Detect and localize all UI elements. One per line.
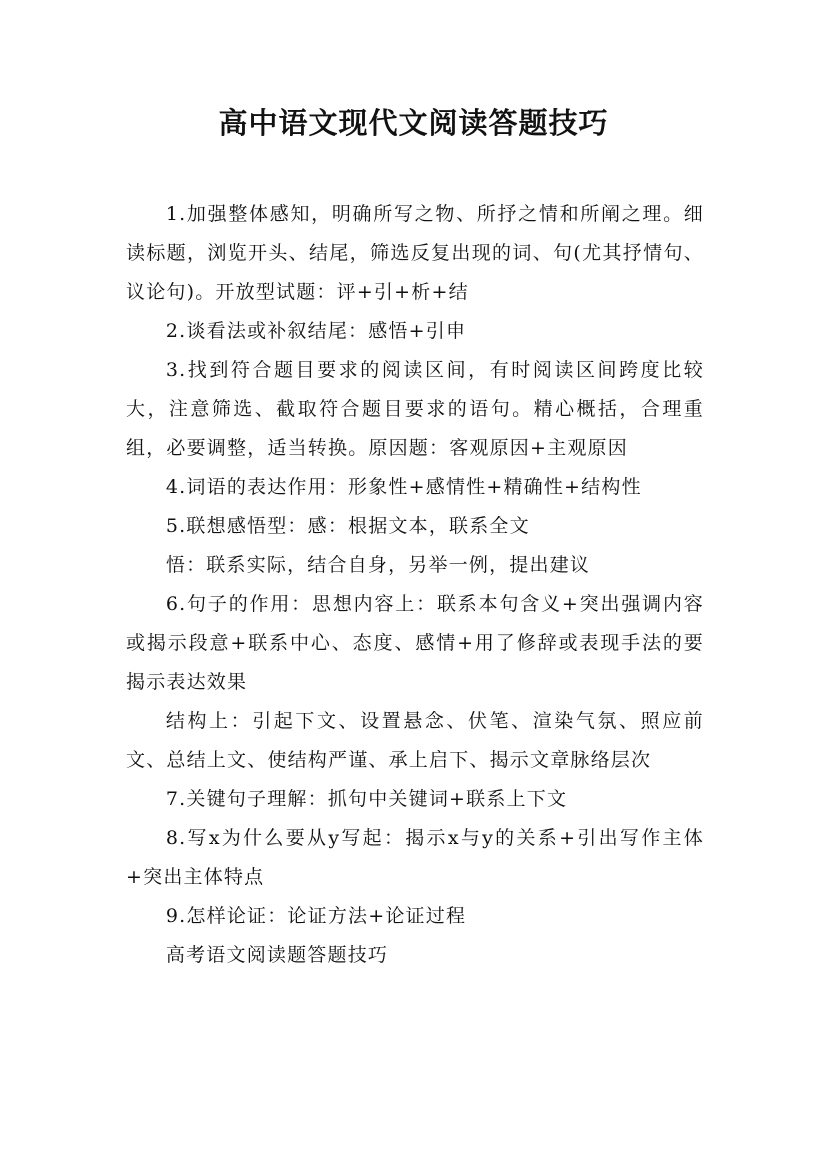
paragraph-3: 3.找到符合题目要求的阅读区间，有时阅读区间跨度比较大，注意筛选、截取符合题目要求的语句。精心概括，合理重组，必要调整，适当转换。原因题：客观原因+主观原因 — [126, 359, 704, 459]
document-title: 高中语文现代文阅读答题技巧 — [218, 106, 609, 140]
paragraph-10: 8.写x为什么要从y写起：揭示x与y的关系+引出写作主体+突出主体特点 — [126, 827, 704, 888]
paragraph-8: 结构上：引起下文、设置悬念、伏笔、渲染气氛、照应前文、总结上文、使结构严谨、承上启下、揭示文章脉络层次 — [126, 710, 704, 771]
paragraph-9: 7.关键句子理解：抓句中关键词+联系上下文 — [165, 788, 568, 810]
paragraph-12: 高考语文阅读题答题技巧 — [165, 944, 389, 966]
paragraph-1: 1.加强整体感知，明确所写之物、所抒之情和所阐之理。细读标题，浏览开头、结尾，筛选反复出现的词、句(尤其抒情句、议论句)。开放型试题：评+引+析+结 — [126, 203, 704, 303]
document-body — [126, 195, 704, 975]
paragraph-7: 6.句子的作用：思想内容上：联系本句含义+突出强调内容或揭示段意+联系中心、态度、感情+用了修辞或表现手法的要揭示表达效果 — [126, 593, 704, 693]
paragraph-6: 悟：联系实际，结合自身，另举一例，提出建议 — [165, 554, 591, 576]
paragraph-5: 5.联想感悟型：感：根据文本，联系全文 — [165, 515, 530, 537]
paragraph-4: 4.词语的表达作用：形象性+感情性+精确性+结构性 — [165, 476, 642, 498]
paragraph-11: 9.怎样论证：论证方法+论证过程 — [165, 905, 467, 927]
paragraph-2: 2.谈看法或补叙结尾：感悟+引申 — [165, 320, 467, 342]
